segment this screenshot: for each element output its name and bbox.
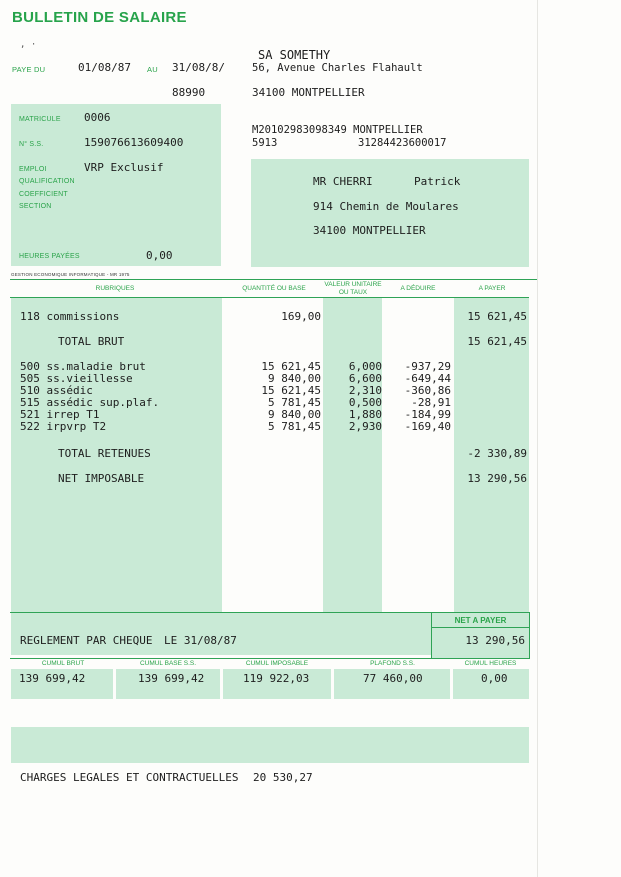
- deduction-base: 5 781,45: [268, 396, 321, 409]
- valeur-column: [323, 298, 382, 612]
- deduction-base: 9 840,00: [268, 372, 321, 385]
- employer-ref1: M20102983098349 MONTPELLIER: [252, 124, 423, 136]
- deduction-label: 510 assédic: [20, 384, 93, 397]
- deduction-amount: -937,29: [404, 360, 451, 373]
- employee-name: MR CHERRI: [313, 175, 373, 188]
- deduction-label: 505 ss.vieillesse: [20, 372, 133, 385]
- deduction-label: 500 ss.maladie brut: [20, 360, 146, 373]
- cumul-value: 119 922,03: [243, 672, 310, 685]
- employer-code: 88990: [172, 86, 206, 99]
- net-a-payer-label: NET A PAYER: [454, 616, 507, 625]
- bottom-band: [11, 727, 529, 763]
- deduction-taux: 2,930: [348, 420, 382, 433]
- qualification-label: QUALIFICATION: [19, 178, 75, 185]
- employer-ref2b: 31284423600017: [358, 137, 447, 149]
- net-imposable-label: NET IMPOSABLE: [58, 472, 145, 485]
- deduction-label: 522 irpvrp T2: [20, 420, 107, 433]
- total-retenues-label: TOTAL RETENUES: [58, 447, 151, 460]
- emploi-value: VRP Exclusif: [84, 161, 164, 174]
- deduction-amount: -28,91: [411, 396, 451, 409]
- section-label: SECTION: [19, 203, 52, 210]
- deduction-amount: -169,40: [404, 420, 451, 433]
- period-from: 01/08/87: [78, 61, 131, 74]
- cumuls-top-rule: [10, 658, 529, 659]
- page-title: BULLETIN DE SALAIRE: [12, 9, 187, 26]
- deduction-taux: 1,880: [348, 408, 382, 421]
- employer-name: SA SOMETHY: [258, 48, 331, 62]
- cumul-label: CUMUL IMPOSABLE: [245, 660, 309, 667]
- cumul-value: 77 460,00: [363, 672, 423, 685]
- deduction-label: 515 assédic sup.plaf.: [20, 396, 160, 409]
- form-note: GESTION ECONOMIQUE INFORMATIQUE - MR 1975: [11, 272, 130, 277]
- period-to-label: AU: [147, 65, 158, 74]
- charges-value: 20 530,27: [253, 771, 313, 784]
- column-header-quantite: QUANTITÉ OU BASE: [242, 285, 306, 292]
- deduction-label: 521 irrep T1: [20, 408, 100, 421]
- cumul-label: CUMUL HEURES: [464, 660, 517, 667]
- deduction-base: 5 781,45: [268, 420, 321, 433]
- employee-address2: 34100 MONTPELLIER: [313, 224, 426, 237]
- matricule-label: MATRICULE: [19, 116, 61, 123]
- deduction-taux: 0,500: [348, 396, 382, 409]
- emploi-label: EMPLOI: [19, 166, 47, 173]
- line-commissions-base: 169,00: [281, 310, 321, 323]
- net-a-payer-rule: [432, 627, 529, 628]
- table-top-rule: [10, 279, 537, 280]
- net-imposable-value: 13 290,56: [467, 472, 527, 485]
- deduction-taux: 6,600: [348, 372, 382, 385]
- deduction-base: 9 840,00: [268, 408, 321, 421]
- cumul-value: 139 699,42: [138, 672, 205, 685]
- matricule-value: 0006: [84, 111, 111, 124]
- page-edge: [537, 0, 538, 877]
- column-header-payer: A PAYER: [478, 285, 506, 292]
- cumul-value: 139 699,42: [19, 672, 86, 685]
- total-brut-value: 15 621,45: [467, 335, 527, 348]
- employee-firstname: Patrick: [414, 175, 461, 188]
- total-brut-label: TOTAL BRUT: [58, 335, 125, 348]
- heures-value: 0,00: [146, 249, 173, 262]
- heures-label: HEURES PAYÉES: [19, 253, 80, 260]
- deduction-amount: -649,44: [404, 372, 451, 385]
- cumul-label: CUMUL BRUT: [41, 660, 85, 667]
- reglement-label: REGLEMENT PAR CHEQUE: [20, 634, 153, 647]
- reglement-date: LE 31/08/87: [164, 634, 237, 647]
- deduction-amount: -184,99: [404, 408, 451, 421]
- addressee-box: [251, 159, 529, 267]
- period-to: 31/08/8/: [172, 61, 225, 74]
- deduction-amount: -360,86: [404, 384, 451, 397]
- ss-label: N° S.S.: [19, 141, 44, 148]
- column-header-deduire: A DÉDUIRE: [400, 285, 436, 292]
- charges-label: CHARGES LEGALES ET CONTRACTUELLES: [20, 771, 239, 784]
- period-from-label: PAYE DU: [12, 65, 46, 74]
- total-retenues-value: -2 330,89: [467, 447, 527, 460]
- deduction-base: 15 621,45: [261, 360, 321, 373]
- stray-mark: , ·: [20, 40, 37, 50]
- employer-ref2a: 5913: [252, 137, 278, 149]
- deduction-base: 15 621,45: [261, 384, 321, 397]
- coefficient-label: COEFFICIENT: [19, 191, 68, 198]
- employer-address1: 56, Avenue Charles Flahault: [252, 62, 423, 74]
- column-header-valeur: VALEUR UNITAIRE OU TAUX: [324, 281, 382, 296]
- column-header-rubriques: RUBRIQUES: [95, 285, 135, 292]
- cumul-label: CUMUL BASE S.S.: [139, 660, 197, 667]
- employer-address2: 34100 MONTPELLIER: [252, 86, 365, 99]
- ss-value: 159076613609400: [84, 136, 184, 149]
- line-commissions-payer: 15 621,45: [467, 310, 527, 323]
- cumul-value: 0,00: [481, 672, 508, 685]
- net-a-payer-value: 13 290,56: [465, 634, 525, 647]
- cumul-label: PLAFOND S.S.: [370, 660, 415, 667]
- deduction-taux: 6,000: [348, 360, 382, 373]
- line-commissions-label: 118 commissions: [20, 310, 120, 323]
- deduction-taux: 2,310: [348, 384, 382, 397]
- employee-info-box: [11, 104, 221, 266]
- employee-address1: 914 Chemin de Moulares: [313, 200, 459, 213]
